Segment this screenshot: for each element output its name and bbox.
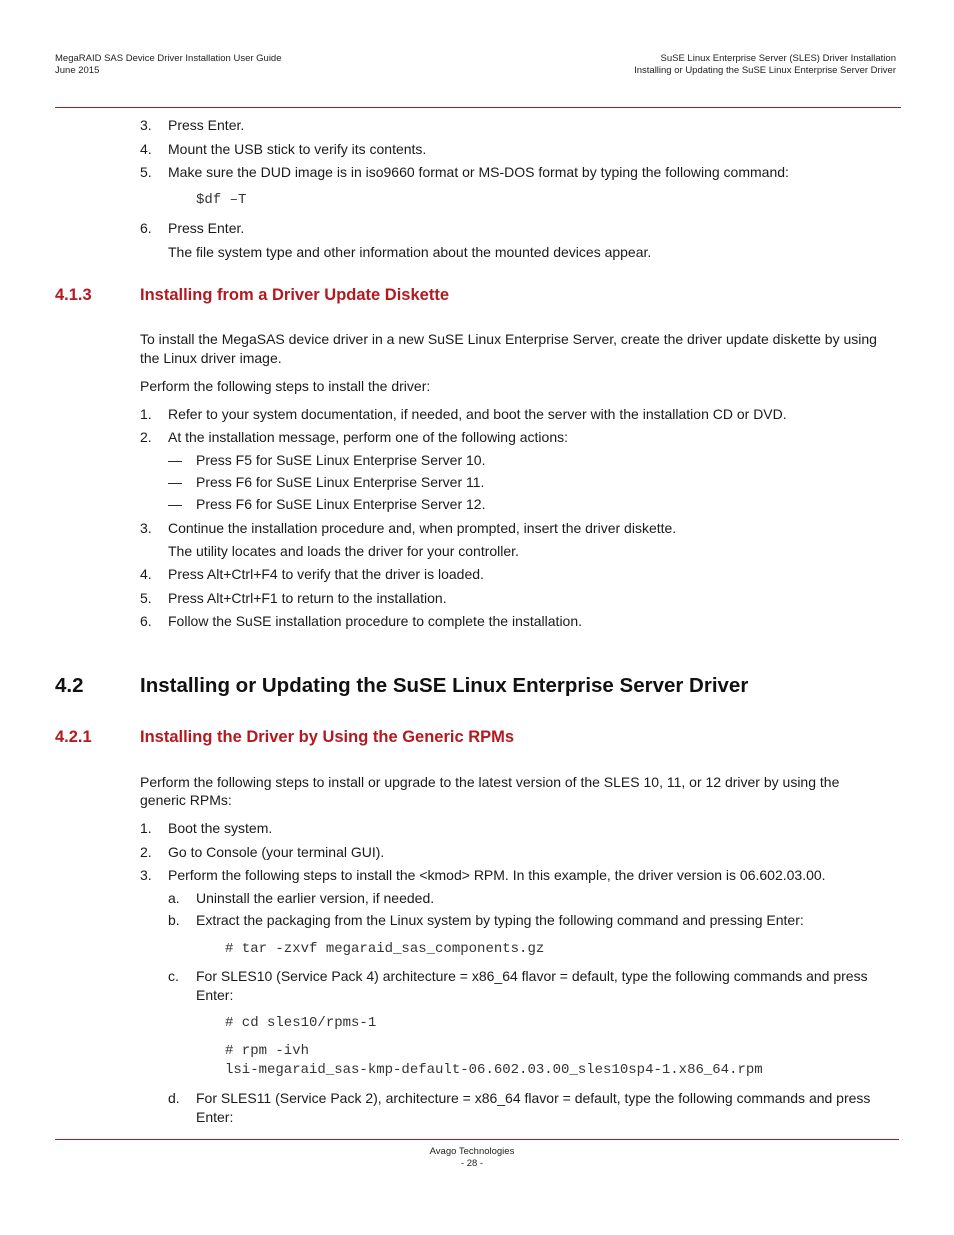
dash-bullet: — <box>168 452 182 468</box>
list-item: For SLES10 (Service Pack 4) architecture = x86_64 flavor = default, type the following commands and press <box>196 968 868 984</box>
list-item: Extract the packaging from the Linux system by typing the following command and pressing Enter: <box>196 912 804 928</box>
code-line: # rpm -ivh <box>225 1043 310 1059</box>
list-item-cont: Enter: <box>196 987 234 1003</box>
section-number: 4.2.1 <box>55 728 92 746</box>
list-item: Press Enter. <box>168 117 245 133</box>
list-number: 3. <box>140 117 152 133</box>
list-item: Uninstall the earlier version, if needed. <box>196 890 435 906</box>
list-item: Mount the USB stick to verify its contents. <box>168 141 427 157</box>
dash-bullet: — <box>168 496 182 512</box>
list-item: Press Enter. <box>168 220 245 236</box>
code-line: # cd sles10/rpms-1 <box>225 1015 377 1031</box>
list-item: Continue the installation procedure and, when prompted, insert the driver diskette. <box>168 520 677 536</box>
header-rule <box>55 107 901 108</box>
list-number: 3. <box>140 867 152 883</box>
footer-rule <box>55 1139 899 1140</box>
list-number: 4. <box>140 566 152 582</box>
paragraph-line: To install the MegaSAS device driver in a new SuSE Linux Enterprise Server, create the driver update diskette by using <box>140 331 877 347</box>
section-number: 4.1.3 <box>55 286 92 304</box>
section-heading: Installing the Driver by Using the Generic RPMs <box>140 728 515 746</box>
footer-company: Avago Technologies <box>429 1146 515 1157</box>
list-letter: b. <box>168 912 180 928</box>
code-line: $df –T <box>196 192 247 208</box>
section-heading: Installing from a Driver Update Diskette <box>140 286 449 304</box>
list-number: 6. <box>140 613 152 629</box>
section-heading: Installing or Updating the SuSE Linux Enterprise Server Driver <box>140 674 749 697</box>
section-title: Installing or Updating the SuSE Linux Enterprise Server Driver <box>634 65 896 76</box>
list-note: The utility locates and loads the driver for your controller. <box>168 543 519 559</box>
doc-title: MegaRAID SAS Device Driver Installation User Guide <box>55 53 282 64</box>
list-item: Go to Console (your terminal GUI). <box>168 844 385 860</box>
list-item: Press F6 for SuSE Linux Enterprise Server 11. <box>196 474 485 490</box>
list-number: 1. <box>140 406 152 422</box>
dash-bullet: — <box>168 474 182 490</box>
code-line: lsi-megaraid_sas-kmp-default-06.602.03.00_sles10sp4-1.x86_64.rpm <box>225 1062 763 1078</box>
header-left <box>55 53 282 77</box>
list-item: Press F6 for SuSE Linux Enterprise Server 12. <box>196 496 486 512</box>
list-item: Press Alt+Ctrl+F1 to return to the installation. <box>168 590 447 606</box>
list-number: 2. <box>140 429 152 445</box>
list-letter: c. <box>168 968 179 984</box>
paragraph-line: Perform the following steps to install or upgrade to the latest version of the SLES 10, 11, or 12 driver by using the <box>140 774 840 790</box>
list-number: 3. <box>140 520 152 536</box>
list-letter: d. <box>168 1090 180 1106</box>
list-item: Make sure the DUD image is in iso9660 format or MS-DOS format by typing the following command: <box>168 164 789 180</box>
page-number: - 28 - <box>460 1158 484 1169</box>
list-item: Press F5 for SuSE Linux Enterprise Server 10. <box>196 452 486 468</box>
list-number: 4. <box>140 141 152 157</box>
list-item: Boot the system. <box>168 820 273 836</box>
doc-date: June 2015 <box>55 65 100 76</box>
paragraph-line: generic RPMs: <box>140 792 232 808</box>
chapter-title: SuSE Linux Enterprise Server (SLES) Driver Installation <box>660 53 896 64</box>
list-number: 5. <box>140 590 152 606</box>
list-number: 1. <box>140 820 152 836</box>
list-item: For SLES11 (Service Pack 2), architecture = x86_64 flavor = default, type the following commands and press <box>196 1090 871 1106</box>
list-item: Perform the following steps to install the <kmod> RPM. In this example, the driver version is 06.602.03.00. <box>168 867 826 883</box>
list-item: Follow the SuSE installation procedure to complete the installation. <box>168 613 583 629</box>
list-item: At the installation message, perform one of the following actions: <box>168 429 568 445</box>
section-number: 4.2 <box>55 674 84 697</box>
paragraph-line: the Linux driver image. <box>140 350 282 366</box>
list-item: Press Alt+Ctrl+F4 to verify that the driver is loaded. <box>168 566 484 582</box>
list-number: 5. <box>140 164 152 180</box>
list-note: The file system type and other information about the mounted devices appear. <box>168 244 652 260</box>
list-number: 2. <box>140 844 152 860</box>
code-line: # tar -zxvf megaraid_sas_components.gz <box>225 941 545 957</box>
header-right <box>634 53 896 77</box>
list-letter: a. <box>168 890 180 906</box>
list-item: Refer to your system documentation, if needed, and boot the server with the installation CD or DVD. <box>168 406 787 422</box>
list-item-cont: Enter: <box>196 1109 234 1125</box>
paragraph: Perform the following steps to install the driver: <box>140 378 431 394</box>
footer <box>0 1146 944 1170</box>
list-number: 6. <box>140 220 152 236</box>
